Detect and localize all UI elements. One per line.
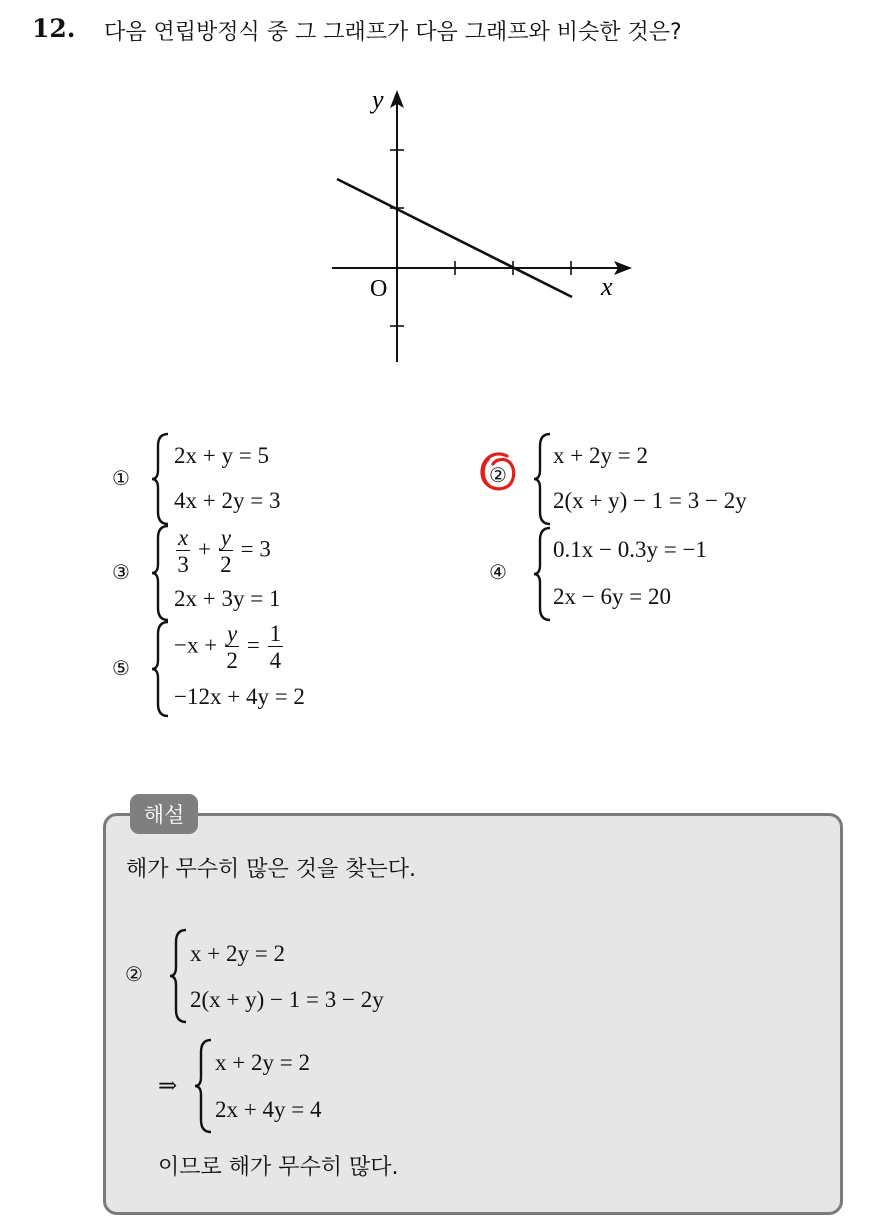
denominator: 2 (220, 552, 232, 577)
equation: x + 2y = 2 (215, 1050, 310, 1075)
left-brace (532, 432, 554, 526)
denominator: 4 (269, 648, 282, 673)
equation: x + 2y = 2 (190, 941, 285, 966)
y-axis-label: y (372, 85, 384, 114)
fraction (225, 622, 239, 672)
numerator: y (226, 621, 238, 646)
left-brace (150, 432, 172, 526)
fraction (219, 526, 233, 576)
fraction-equation (174, 622, 285, 672)
equation: 2x − 6y = 20 (553, 584, 671, 609)
implies-arrow: ⇒ (158, 1073, 178, 1098)
choice-number: ⑤ (112, 656, 130, 680)
left-brace (150, 524, 172, 622)
solution-label: 해설 (130, 794, 198, 834)
left-brace (532, 526, 554, 622)
equation: 2x + 3y = 1 (174, 586, 281, 611)
left-brace (193, 1038, 215, 1134)
equation: 2x + 4y = 4 (215, 1097, 322, 1122)
equation: 2x + y = 5 (174, 443, 269, 468)
equation-rhs: = 3 (240, 536, 271, 562)
choice-number: ③ (112, 560, 130, 584)
left-brace (168, 928, 190, 1024)
solution-intro: 해가 무수히 많은 것을 찾는다. (126, 857, 416, 882)
left-brace (150, 620, 172, 718)
numerator: 1 (269, 621, 282, 646)
equation: 2(x + y) − 1 = 3 − 2y (190, 987, 384, 1012)
fraction (176, 526, 190, 576)
plus-sign: + (197, 536, 211, 562)
x-axis-label: x (601, 272, 613, 301)
choice-number: ④ (489, 560, 507, 584)
solution-choice-number: ② (125, 962, 143, 986)
fraction-equation (174, 526, 271, 576)
solution-conclusion: 이므로 해가 무수히 많다. (158, 1155, 399, 1180)
fraction (268, 622, 284, 672)
equation: 0.1x − 0.3y = −1 (553, 537, 707, 562)
question-number: 12. (32, 14, 76, 43)
choice-number: ① (112, 466, 130, 490)
denominator: 3 (177, 552, 189, 577)
numerator: y (220, 525, 231, 550)
numerator: x (178, 525, 189, 550)
equation-lhs: −x + (174, 632, 218, 658)
equation: x + 2y = 2 (553, 443, 648, 468)
equation: 2(x + y) − 1 = 3 − 2y (553, 488, 747, 513)
equation: −12x + 4y = 2 (174, 684, 305, 709)
choice-number: ② (489, 463, 507, 487)
question-text: 다음 연립방정식 중 그 그래프가 다음 그래프와 비슷한 것은? (104, 20, 682, 45)
denominator: 2 (226, 648, 238, 673)
equation: 4x + 2y = 3 (174, 488, 281, 513)
equals-sign: = (246, 632, 260, 658)
origin-label: O (370, 276, 388, 302)
line-graph (320, 80, 640, 370)
